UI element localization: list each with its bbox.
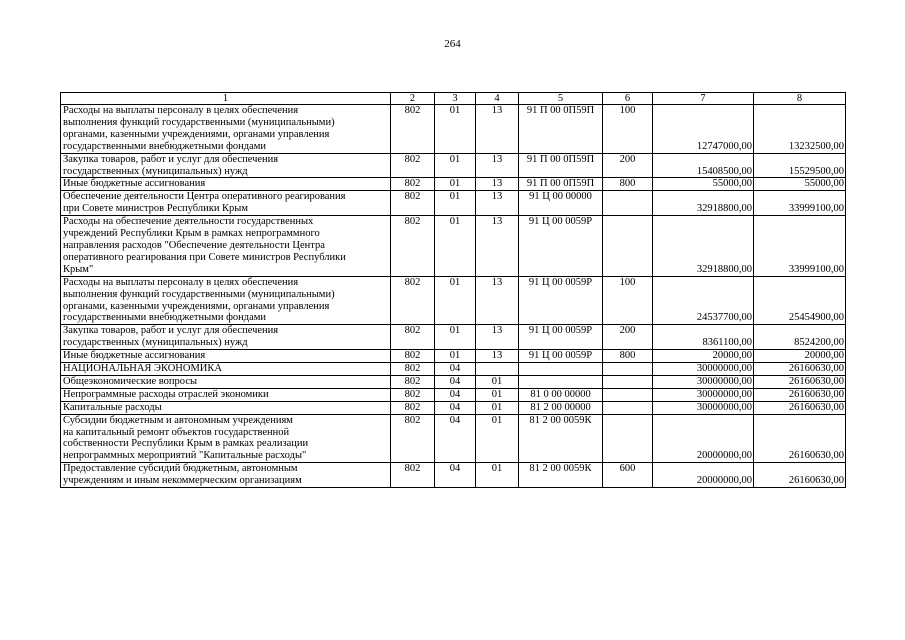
- amount-year-1: 20000,00: [653, 350, 754, 363]
- grbs-code: 802: [391, 191, 435, 216]
- grbs-code: 802: [391, 401, 435, 414]
- description-line: Закупка товаров, работ и услуг для обеспечения: [63, 153, 279, 165]
- amount-year-2: 33999100,00: [754, 191, 846, 216]
- description-line: государственных (муниципальных) нужд: [63, 337, 248, 349]
- expense-description: [61, 388, 391, 401]
- column-header: 7: [653, 93, 754, 105]
- section-code: 04: [435, 401, 476, 414]
- section-code: 01: [435, 105, 476, 154]
- column-header: 8: [754, 93, 846, 105]
- amount-year-2: 20000,00: [754, 350, 846, 363]
- amount-year-1: 15408500,00: [653, 153, 754, 178]
- table-row: [61, 414, 846, 463]
- section-code: 01: [435, 325, 476, 350]
- target-article-code: 91 Ц 00 00000: [519, 191, 603, 216]
- description-line: Иные бюджетные ассигнования: [63, 350, 206, 362]
- grbs-code: 802: [391, 363, 435, 376]
- amount-year-2: 26160630,00: [754, 388, 846, 401]
- amount-year-1: 20000000,00: [653, 463, 754, 488]
- grbs-code: 802: [391, 153, 435, 178]
- target-article-code: 91 Ц 00 0059Р: [519, 325, 603, 350]
- grbs-code: 802: [391, 375, 435, 388]
- page-number: 264: [444, 38, 461, 50]
- section-code: 04: [435, 363, 476, 376]
- amount-year-2: 15529500,00: [754, 153, 846, 178]
- grbs-code: 802: [391, 414, 435, 463]
- expense-type-code: [603, 216, 653, 277]
- target-article-code: 91 Ц 00 0059Р: [519, 276, 603, 325]
- description-line: собственности Республики Крым в рамках реализации: [63, 438, 309, 450]
- section-code: 01: [435, 350, 476, 363]
- expense-type-code: 200: [603, 325, 653, 350]
- description-line: направления расходов "Обеспечение деятельности Центра: [63, 239, 325, 251]
- subsection-code: 01: [476, 414, 519, 463]
- expense-type-code: [603, 414, 653, 463]
- description-line: выполнения функций государственными (муниципальными): [63, 116, 335, 128]
- description-line: Предоставление субсидий бюджетным, автономным: [63, 463, 298, 475]
- expense-description: [61, 153, 391, 178]
- expense-type-code: 800: [603, 178, 653, 191]
- expense-description: [61, 105, 391, 154]
- amount-year-1: 30000000,00: [653, 375, 754, 388]
- amount-year-1: 8361100,00: [653, 325, 754, 350]
- amount-year-2: 55000,00: [754, 178, 846, 191]
- subsection-code: 13: [476, 350, 519, 363]
- description-line: Обеспечение деятельности Центра оперативного реагирования: [63, 191, 346, 203]
- amount-year-1: 30000000,00: [653, 363, 754, 376]
- table-row: [61, 375, 846, 388]
- target-article-code: [519, 375, 603, 388]
- amount-year-2: 33999100,00: [754, 216, 846, 277]
- amount-year-2: 26160630,00: [754, 463, 846, 488]
- table-row: [61, 463, 846, 488]
- description-line: учреждений Республики Крым в рамках непрограммного: [63, 228, 320, 240]
- section-code: 04: [435, 375, 476, 388]
- description-line: оперативного реагирования при Совете министров Республики: [63, 251, 346, 263]
- column-header: 1: [61, 93, 391, 105]
- amount-year-2: 13232500,00: [754, 105, 846, 154]
- amount-year-1: 30000000,00: [653, 401, 754, 414]
- table-row: [61, 401, 846, 414]
- subsection-code: 13: [476, 178, 519, 191]
- grbs-code: 802: [391, 178, 435, 191]
- subsection-code: 01: [476, 463, 519, 488]
- expense-type-code: [603, 191, 653, 216]
- column-header: 4: [476, 93, 519, 105]
- grbs-code: 802: [391, 388, 435, 401]
- table-row: [61, 191, 846, 216]
- subsection-code: 01: [476, 375, 519, 388]
- expense-type-code: 100: [603, 105, 653, 154]
- expense-type-code: [603, 401, 653, 414]
- section-code: 01: [435, 276, 476, 325]
- column-header: 3: [435, 93, 476, 105]
- description-line: органами, казенными учреждениями, органами управления: [63, 128, 330, 140]
- table-row: [61, 153, 846, 178]
- description-line: Непрограммные расходы отраслей экономики: [63, 388, 269, 400]
- grbs-code: 802: [391, 216, 435, 277]
- section-code: 01: [435, 191, 476, 216]
- target-article-code: 81 2 00 0059К: [519, 463, 603, 488]
- expense-type-code: 800: [603, 350, 653, 363]
- subsection-code: 13: [476, 276, 519, 325]
- subsection-code: 01: [476, 401, 519, 414]
- amount-year-1: 24537700,00: [653, 276, 754, 325]
- table-row: [61, 388, 846, 401]
- section-code: 04: [435, 388, 476, 401]
- header-row: [61, 93, 846, 105]
- description-line: НАЦИОНАЛЬНАЯ ЭКОНОМИКА: [63, 363, 222, 375]
- expense-description: [61, 216, 391, 277]
- target-article-code: [519, 363, 603, 376]
- expense-description: [61, 363, 391, 376]
- expense-type-code: [603, 375, 653, 388]
- description-line: на капитальный ремонт объектов государственной: [63, 426, 290, 438]
- table-row: [61, 216, 846, 277]
- section-code: 01: [435, 216, 476, 277]
- subsection-code: 13: [476, 325, 519, 350]
- expense-description: [61, 325, 391, 350]
- description-line: Крым": [63, 263, 94, 275]
- expense-type-code: 100: [603, 276, 653, 325]
- expense-description: [61, 350, 391, 363]
- subsection-code: 13: [476, 191, 519, 216]
- target-article-code: 91 Ц 00 0059Р: [519, 350, 603, 363]
- expense-description: [61, 414, 391, 463]
- description-line: государственными внебюджетными фондами: [63, 312, 267, 324]
- amount-year-2: 26160630,00: [754, 414, 846, 463]
- description-line: Расходы на обеспечение деятельности государственных: [63, 216, 314, 228]
- description-line: Капитальные расходы: [63, 401, 162, 413]
- expense-description: [61, 191, 391, 216]
- table-row: [61, 325, 846, 350]
- description-line: Субсидии бюджетным и автономным учреждениям: [63, 414, 293, 426]
- description-line: выполнения функций государственными (муниципальными): [63, 288, 335, 300]
- table-row: [61, 363, 846, 376]
- subsection-code: 13: [476, 216, 519, 277]
- expense-description: [61, 463, 391, 488]
- column-header: 2: [391, 93, 435, 105]
- description-line: Расходы на выплаты персоналу в целях обеспечения: [63, 276, 299, 288]
- expense-type-code: 200: [603, 153, 653, 178]
- description-line: Расходы на выплаты персоналу в целях обеспечения: [63, 105, 299, 116]
- subsection-code: [476, 363, 519, 376]
- section-code: 04: [435, 463, 476, 488]
- grbs-code: 802: [391, 276, 435, 325]
- expense-description: [61, 276, 391, 325]
- description-line: государственных (муниципальных) нужд: [63, 165, 248, 177]
- description-line: при Совете министров Республики Крым: [63, 203, 249, 215]
- amount-year-1: 55000,00: [653, 178, 754, 191]
- budget-table: [60, 92, 846, 488]
- target-article-code: 91 П 00 0П59П: [519, 153, 603, 178]
- target-article-code: 81 2 00 0059К: [519, 414, 603, 463]
- target-article-code: 91 П 00 0П59П: [519, 105, 603, 154]
- amount-year-2: 25454900,00: [754, 276, 846, 325]
- table-body: [61, 93, 846, 488]
- amount-year-1: 32918800,00: [653, 216, 754, 277]
- amount-year-1: 30000000,00: [653, 388, 754, 401]
- grbs-code: 802: [391, 350, 435, 363]
- grbs-code: 802: [391, 463, 435, 488]
- section-code: 01: [435, 153, 476, 178]
- table-row: [61, 276, 846, 325]
- target-article-code: 81 2 00 00000: [519, 401, 603, 414]
- amount-year-2: 26160630,00: [754, 363, 846, 376]
- expense-type-code: [603, 363, 653, 376]
- amount-year-2: 26160630,00: [754, 401, 846, 414]
- subsection-code: 01: [476, 388, 519, 401]
- column-header: 6: [603, 93, 653, 105]
- target-article-code: 91 П 00 0П59П: [519, 178, 603, 191]
- description-line: Закупка товаров, работ и услуг для обеспечения: [63, 325, 279, 337]
- description-line: Иные бюджетные ассигнования: [63, 178, 206, 190]
- grbs-code: 802: [391, 325, 435, 350]
- column-header: 5: [519, 93, 603, 105]
- target-article-code: 91 Ц 00 0059Р: [519, 216, 603, 277]
- description-line: учреждениям и иным некоммерческим организациям: [63, 475, 302, 487]
- expense-description: [61, 375, 391, 388]
- amount-year-1: 32918800,00: [653, 191, 754, 216]
- description-line: органами, казенными учреждениями, органами управления: [63, 300, 330, 312]
- expense-description: [61, 401, 391, 414]
- description-line: Общеэкономические вопросы: [63, 375, 198, 387]
- amount-year-2: 8524200,00: [754, 325, 846, 350]
- grbs-code: 802: [391, 105, 435, 154]
- subsection-code: 13: [476, 105, 519, 154]
- target-article-code: 81 0 00 00000: [519, 388, 603, 401]
- expense-type-code: [603, 388, 653, 401]
- section-code: 01: [435, 178, 476, 191]
- amount-year-1: 20000000,00: [653, 414, 754, 463]
- expense-description: [61, 178, 391, 191]
- amount-year-2: 26160630,00: [754, 375, 846, 388]
- description-line: непрограммных мероприятий "Капитальные расходы": [63, 450, 307, 462]
- subsection-code: 13: [476, 153, 519, 178]
- description-line: государственными внебюджетными фондами: [63, 140, 267, 152]
- section-code: 04: [435, 414, 476, 463]
- table-row: [61, 105, 846, 154]
- expense-type-code: 600: [603, 463, 653, 488]
- table-row: [61, 350, 846, 363]
- amount-year-1: 12747000,00: [653, 105, 754, 154]
- table-row: [61, 178, 846, 191]
